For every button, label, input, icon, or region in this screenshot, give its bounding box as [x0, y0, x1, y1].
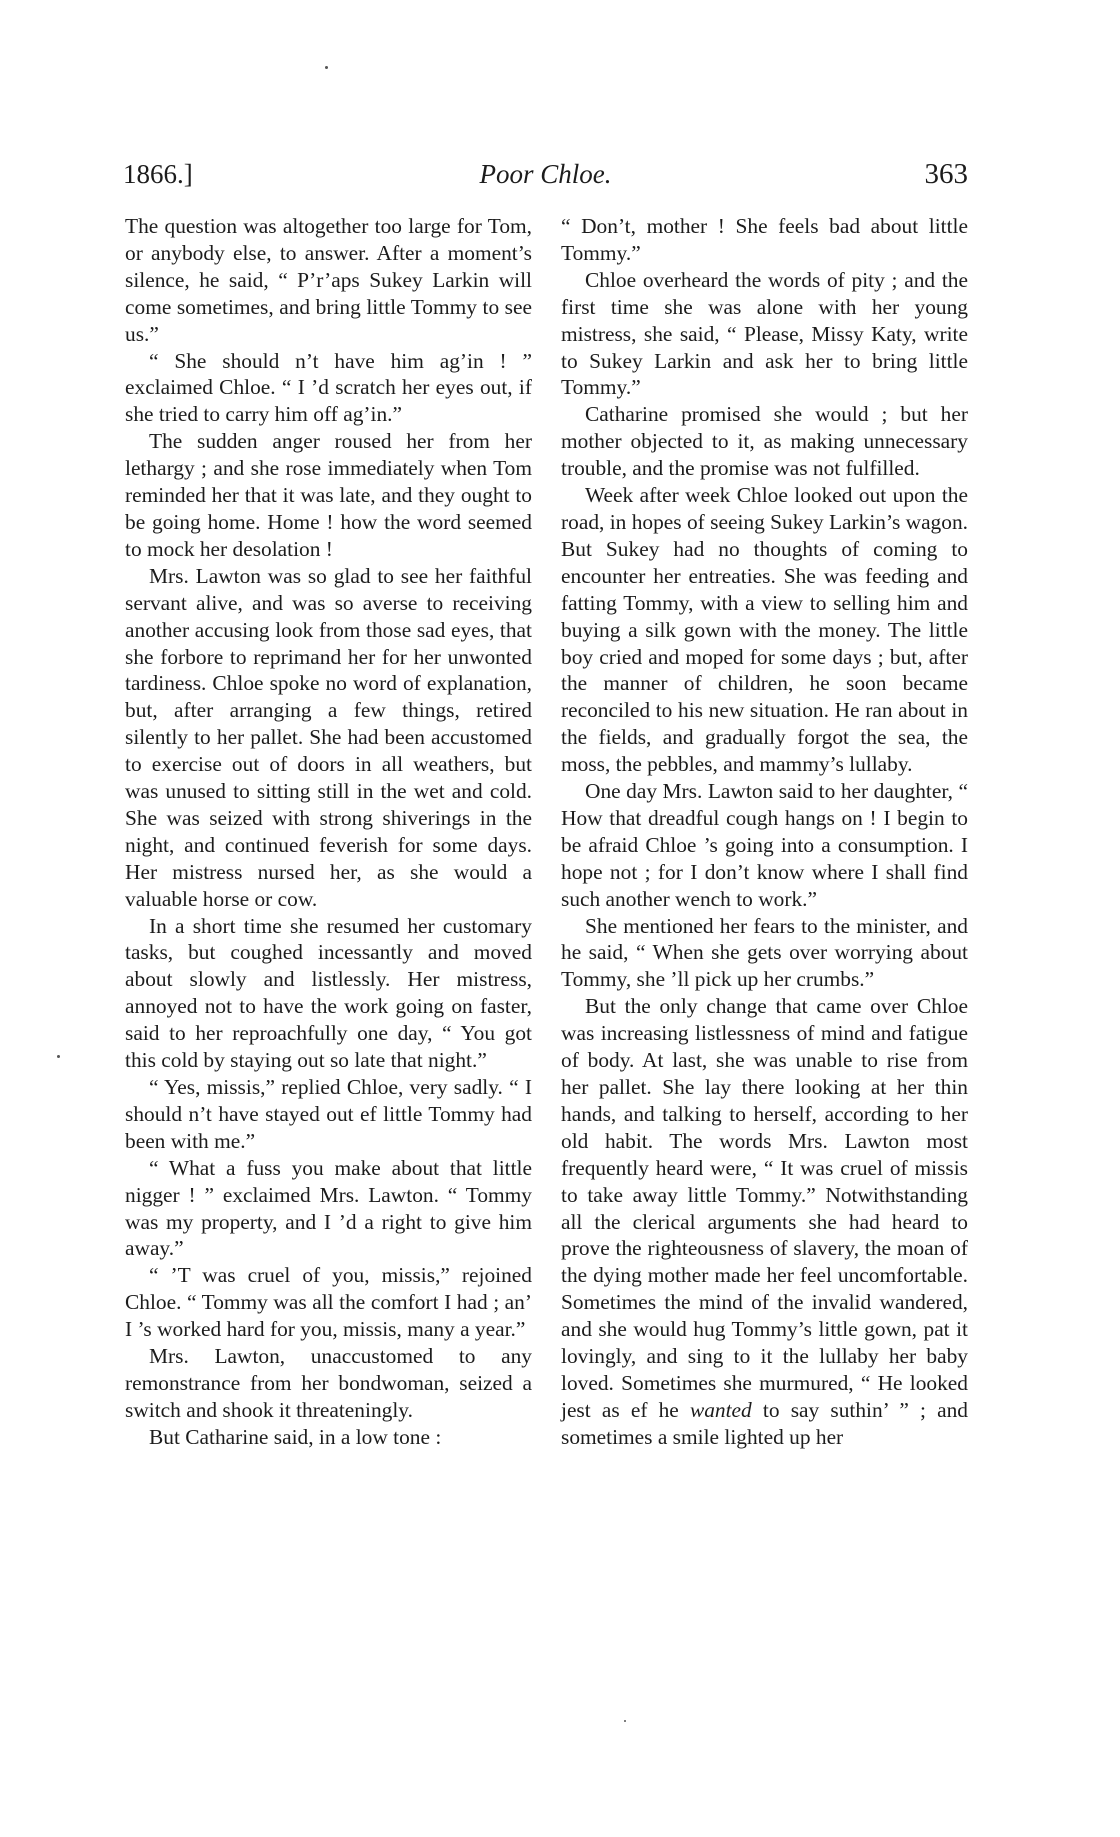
- right-column: [561, 213, 968, 1451]
- running-head-title: Poor Chloe.: [479, 159, 612, 189]
- paragraph: The question was altogether too large for Tom, or anybody else, to answer. After a moment’s silence, he said, “ P’r’aps Sukey Larkin will come sometimes, and bring little Tommy to see us.”: [125, 214, 532, 346]
- left-column: [125, 213, 532, 1451]
- paragraph: The sudden anger roused her from her lethargy ; and she rose immediately when Tom reminded her that it was late, and they ought to be going home. Home ! how the word seemed to mock her desolation !: [125, 429, 532, 561]
- running-head: [123, 152, 968, 196]
- paragraph: Mrs. Lawton was so glad to see her faithful servant alive, and was so averse to receiving another accusing look from those sad eyes, that she forbore to reprimand her for her unwonted tardiness. Chloe spoke no word of explanation, but, after arranging a few things, retired silently to her pallet. She had been accustomed to exercise out of doors in all weathers, but was unused to sitting still in the wet and cold. She was seized with strong shiverings in the night, and continued feverish for some days. Her mistress nursed her, as she would a valuable horse or cow.: [125, 563, 532, 911]
- paragraph: Mrs. Lawton, unaccustomed to any remonstrance from her bondwoman, seized a switch and shook it threateningly.: [125, 1344, 532, 1422]
- paragraph: But Catharine said, in a low tone :: [149, 1424, 442, 1449]
- paragraph: “ Yes, missis,” replied Chloe, very sadly. “ I should n’t have stayed out ef little Tommy had been with me.”: [125, 1075, 532, 1153]
- paragraph-last: [561, 993, 968, 1450]
- page-number: 363: [924, 158, 968, 190]
- print-speck: [325, 66, 328, 69]
- paragraph: Catharine promised she would ; but her mother objected to it, as making unnecessary trouble, and the promise was not fulfilled.: [561, 402, 968, 481]
- paragraph: “ What a fuss you make about that little nigger ! ” exclaimed Mrs. Lawton. “ Tommy was my property, and I ’d a right to give him away.”: [125, 1155, 532, 1261]
- paragraph: In a short time she resumed her customary tasks, but coughed incessantly and moved about slowly and listlessly. Her mistress, annoyed not to have the work going on faster, said to her reproachfully one day, “ You got this cold by staying out so late that night.”: [125, 913, 532, 1073]
- paragraph: “ ’T was cruel of you, missis,” rejoined Chloe. “ Tommy was all the comfort I had ; an’ I ’s worked hard for you, missis, many a year.”: [125, 1263, 532, 1342]
- paragraph: Chloe overheard the words of pity ; and the first time she was alone with her young mistress, she said, “ Please, Missy Katy, write to Sukey Larkin and ask her to bring little Tommy.”: [561, 267, 968, 400]
- paragraph: One day Mrs. Lawton said to her daughter, “ How that dreadful cough hangs on ! I begin to be afraid Chloe ’s going into a consumption. I hope not ; for I don’t know where I shall find such another wench to work.”: [561, 779, 968, 911]
- paragraph: “ She should n’t have him ag’in ! ” exclaimed Chloe. “ I ’d scratch her eyes out, if she tried to carry him off ag’in.”: [125, 348, 532, 427]
- paragraph-text: But the only change that came over Chloe was increasing listlessness of mind and fatigue of body. At last, she was unable to rise from her pallet. She lay there looking at her thin hands, and talking to herself, according to her old habit. The words Mrs. Lawton most frequently heard were, “ It was cruel of missis to take away little Tommy.” Notwithstanding all the clerical arguments she had heard to prove the righteousness of slavery, the moan of the dying mother made her feel uncomfortable. Sometimes the mind of the invalid wandered, and she would hug Tommy’s little gown, pat it lovingly, and sing to it the lullaby her baby loved. Sometimes she murmured, “ He looked jest as ef he: [561, 994, 968, 1422]
- print-speck: [57, 1055, 60, 1058]
- paragraph: “ Don’t, mother ! She feels bad about little Tommy.”: [561, 214, 968, 265]
- print-speck: [624, 1720, 626, 1722]
- paragraph: She mentioned her fears to the minister, and he said, “ When she gets over worrying about Tommy, she ’ll pick up her crumbs.”: [561, 913, 968, 992]
- paragraph-tail: to say suthin’ ” ; and sometimes a smile lighted up her: [561, 1397, 968, 1449]
- emphasis-word: wanted: [689, 1397, 752, 1422]
- paragraph: Week after week Chloe looked out upon the road, in hopes of seeing Sukey Larkin’s wagon. But Sukey had no thoughts of coming to encounter her entreaties. She was feeding and fatting Tommy, with a view to selling him and buying a silk gown with the money. The little boy cried and moped for some days ; but, after the manner of children, he soon became reconciled to his new situation. He ran about in the fields, and gradually forgot the sea, the moss, the pebbles, and mammy’s lullaby.: [561, 483, 968, 777]
- running-head-year: 1866.]: [123, 159, 193, 189]
